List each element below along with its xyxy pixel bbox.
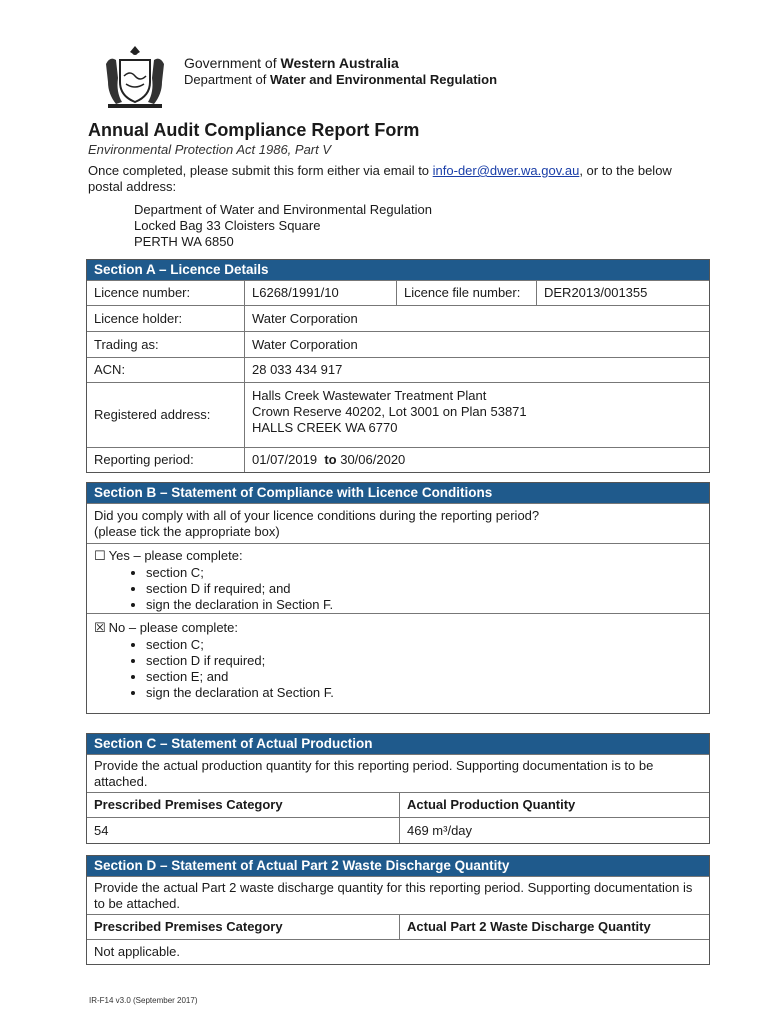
column-header-category: Prescribed Premises Category [94, 797, 283, 812]
list-item: • sign the declaration in Section F. [146, 597, 702, 613]
address-line: Locked Bag 33 Cloisters Square [134, 218, 321, 233]
yes-label: Yes – please complete: [108, 548, 243, 563]
section-a-header: Section A – Licence Details [87, 260, 709, 280]
section-c-production [86, 733, 710, 844]
registered-address-field[interactable] [244, 383, 709, 447]
production-quantity-field[interactable]: 469 m³/day [399, 818, 709, 843]
registered-address-line: Halls Creek Wastewater Treatment Plant [252, 388, 487, 403]
no-label: No – please complete: [108, 620, 239, 635]
period-start: 01/07/2019 [252, 452, 318, 467]
list-item: • section D if required; and [146, 581, 702, 597]
page-title: Annual Audit Compliance Report Form [88, 120, 420, 140]
trading-as-field[interactable]: Water Corporation [244, 332, 709, 357]
list-item: • sign the declaration at Section F. [146, 685, 702, 701]
licence-number-field[interactable]: L6268/1991/10 [244, 281, 396, 305]
form-version-footer: IR-F14 v3.0 (September 2017) [89, 996, 198, 1005]
reporting-period-label: Reporting period: [94, 452, 194, 467]
address-line: Department of Water and Environmental Regulation [134, 202, 432, 217]
period-to-word: to [324, 452, 337, 467]
licence-file-number-field[interactable]: DER2013/001355 [536, 281, 709, 305]
list-item: • section D if required; [146, 653, 702, 669]
column-header-discharge: Actual Part 2 Waste Discharge Quantity [399, 915, 709, 939]
government-name: Government of Western Australia [184, 55, 399, 71]
no-steps-list [94, 637, 702, 701]
list-item: • section E; and [146, 669, 702, 685]
trading-as-label: Trading as: [94, 336, 159, 352]
section-b-compliance [86, 482, 710, 714]
licence-file-number-label: Licence file number: [396, 281, 536, 305]
yes-steps-list [94, 565, 702, 613]
list-item: • section C; [146, 565, 702, 581]
licence-holder-field[interactable]: Water Corporation [244, 306, 709, 331]
registered-address-label: Registered address: [94, 407, 211, 422]
licence-holder-label: Licence holder: [94, 310, 183, 326]
section-c-header: Section C – Statement of Actual Production [87, 734, 709, 754]
registered-address-line: HALLS CREEK WA 6770 [252, 420, 398, 435]
period-end: 30/06/2020 [340, 452, 406, 467]
category-value-field[interactable]: 54 [94, 822, 109, 838]
section-b-header: Section B – Statement of Compliance with Licence Conditions [87, 483, 709, 503]
acn-field[interactable]: 28 033 434 917 [244, 358, 709, 382]
question-text: Did you comply with all of your licence conditions during the reporting period? [94, 508, 540, 523]
discharge-value-field[interactable]: Not applicable. [94, 944, 180, 959]
column-header-production: Actual Production Quantity [399, 793, 709, 817]
no-checkbox[interactable]: ☒ [94, 621, 106, 636]
submission-instructions: Once completed, please submit this form either via email to info-der@dwer.wa.gov.au, or to the below postal address: [88, 163, 672, 194]
section-d-waste-discharge [86, 855, 710, 965]
reporting-period-field[interactable] [244, 448, 709, 472]
option-yes [87, 543, 709, 613]
acn-label: ACN: [94, 362, 126, 377]
yes-checkbox[interactable]: ☐ [94, 549, 106, 564]
registered-address-line: Crown Reserve 40202, Lot 3001 on Plan 53871 [252, 404, 527, 419]
section-d-instruction: Provide the actual Part 2 waste discharge quantity for this reporting period. Supporting documentation is to be attached. [87, 876, 709, 914]
wa-government-crest-icon [100, 42, 170, 112]
compliance-question [87, 503, 709, 543]
postal-address [134, 202, 432, 250]
option-no [87, 613, 709, 713]
section-a-licence-details [86, 259, 710, 473]
address-line: PERTH WA 6850 [134, 234, 234, 249]
department-name: Department of Water and Environmental Regulation [184, 72, 498, 87]
column-header-category: Prescribed Premises Category [94, 919, 283, 934]
section-d-header: Section D – Statement of Actual Part 2 Waste Discharge Quantity [87, 856, 709, 876]
email-link[interactable]: info-der@dwer.wa.gov.au [432, 163, 580, 178]
list-item: • section C; [146, 637, 702, 653]
question-note: (please tick the appropriate box) [94, 524, 280, 539]
section-c-instruction: Provide the actual production quantity for this reporting period. Supporting documentation is to be attached. [87, 754, 709, 792]
page-subtitle: Environmental Protection Act 1986, Part V [88, 142, 332, 157]
licence-number-label: Licence number: [94, 285, 191, 300]
